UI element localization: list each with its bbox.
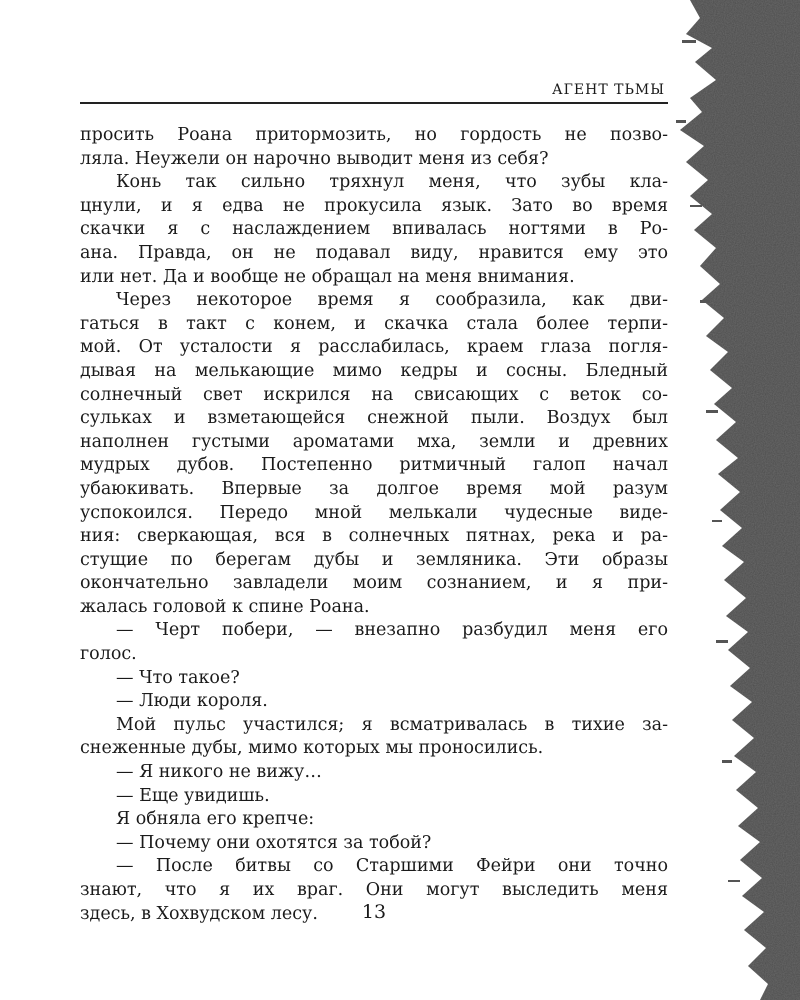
- text-line: Я обняла его крепче:: [116, 809, 315, 830]
- text-line: — Еще увидишь.: [116, 785, 270, 806]
- text-line: сульках и взметающейся снежной пыли. Воздух был: [80, 408, 668, 429]
- text-line: Мой пульс участился; я всматривалась в тихие за-: [116, 714, 668, 735]
- text-line: наполнен густыми ароматами мха, земли и древних: [80, 431, 668, 452]
- text-line: цнули, и я едва не прокусила язык. Зато во время: [80, 195, 668, 216]
- text-line: мудрых дубов. Постепенно ритмичный галоп начал: [80, 455, 668, 476]
- text-line: успокоился. Передо мной мелькали чудесные виде-: [80, 502, 668, 523]
- text-line: дывая на мелькающие мимо кедры и сосны. Бледный: [80, 360, 668, 381]
- text-line: просить Роана притормозить, но гордость не позво-: [80, 125, 668, 145]
- text-line: — Почему они охотятся за тобой?: [116, 832, 432, 853]
- text-line: — После битвы со Старшими Фейри они точно: [116, 856, 668, 877]
- text-line: стущие по берегам дубы и земляника. Эти образы: [80, 549, 668, 570]
- text-line: солнечный свет искрился на свисающих с веток со-: [80, 384, 668, 405]
- text-line: снеженные дубы, мимо которых мы проносились.: [80, 738, 544, 759]
- text-line: ана. Правда, он не подавал виду, нравится ему это: [80, 242, 668, 263]
- text-line: ляла. Неужели он нарочно выводит меня из себя?: [80, 148, 549, 169]
- text-line: — Черт побери, — внезапно разбудил меня его: [116, 620, 668, 641]
- text-line: Конь так сильно тряхнул меня, что зубы кла-: [116, 172, 668, 193]
- text-line: — Что такое?: [116, 667, 240, 688]
- ink-edge-grain: [680, 0, 800, 1000]
- text-line: здесь, в Хохвудском лесу.: [80, 903, 318, 924]
- ink-edge-fill: [680, 0, 800, 1000]
- page-number: 13: [361, 901, 387, 923]
- text-line: знают, что я их враг. Они могут выследить меня: [80, 880, 668, 900]
- header-rule: [80, 102, 668, 104]
- text-line: мой. От усталости я расслабилась, краем глаза погля-: [80, 337, 668, 358]
- text-line: окончательно завладели моим сознанием, и я при-: [80, 573, 668, 594]
- text-line: голос.: [80, 644, 137, 665]
- text-line: Через некоторое время я сообразила, как дви-: [116, 290, 668, 311]
- text-line: гаться в такт с конем, и скачка стала более терпи-: [80, 313, 668, 334]
- text-line: или нет. Да и вообще не обращал на меня внимания.: [80, 266, 575, 287]
- text-line: убаюкивать. Впервые за долгое время мой разум: [80, 478, 668, 499]
- running-header-title: АГЕНТ ТЬМЫ: [552, 82, 665, 98]
- text-line: — Я никого не вижу…: [116, 762, 322, 783]
- text-line: скачки я с наслаждением впивалась ногтями в Ро-: [80, 219, 668, 240]
- text-line: ния: сверкающая, вся в солнечных пятнах, река и ра-: [80, 526, 668, 547]
- ink-splatter-marks: [676, 40, 740, 882]
- text-line: — Люди короля.: [116, 691, 268, 712]
- page-body-text: [80, 124, 668, 926]
- text-line: жалась головой к спине Роана.: [80, 596, 370, 617]
